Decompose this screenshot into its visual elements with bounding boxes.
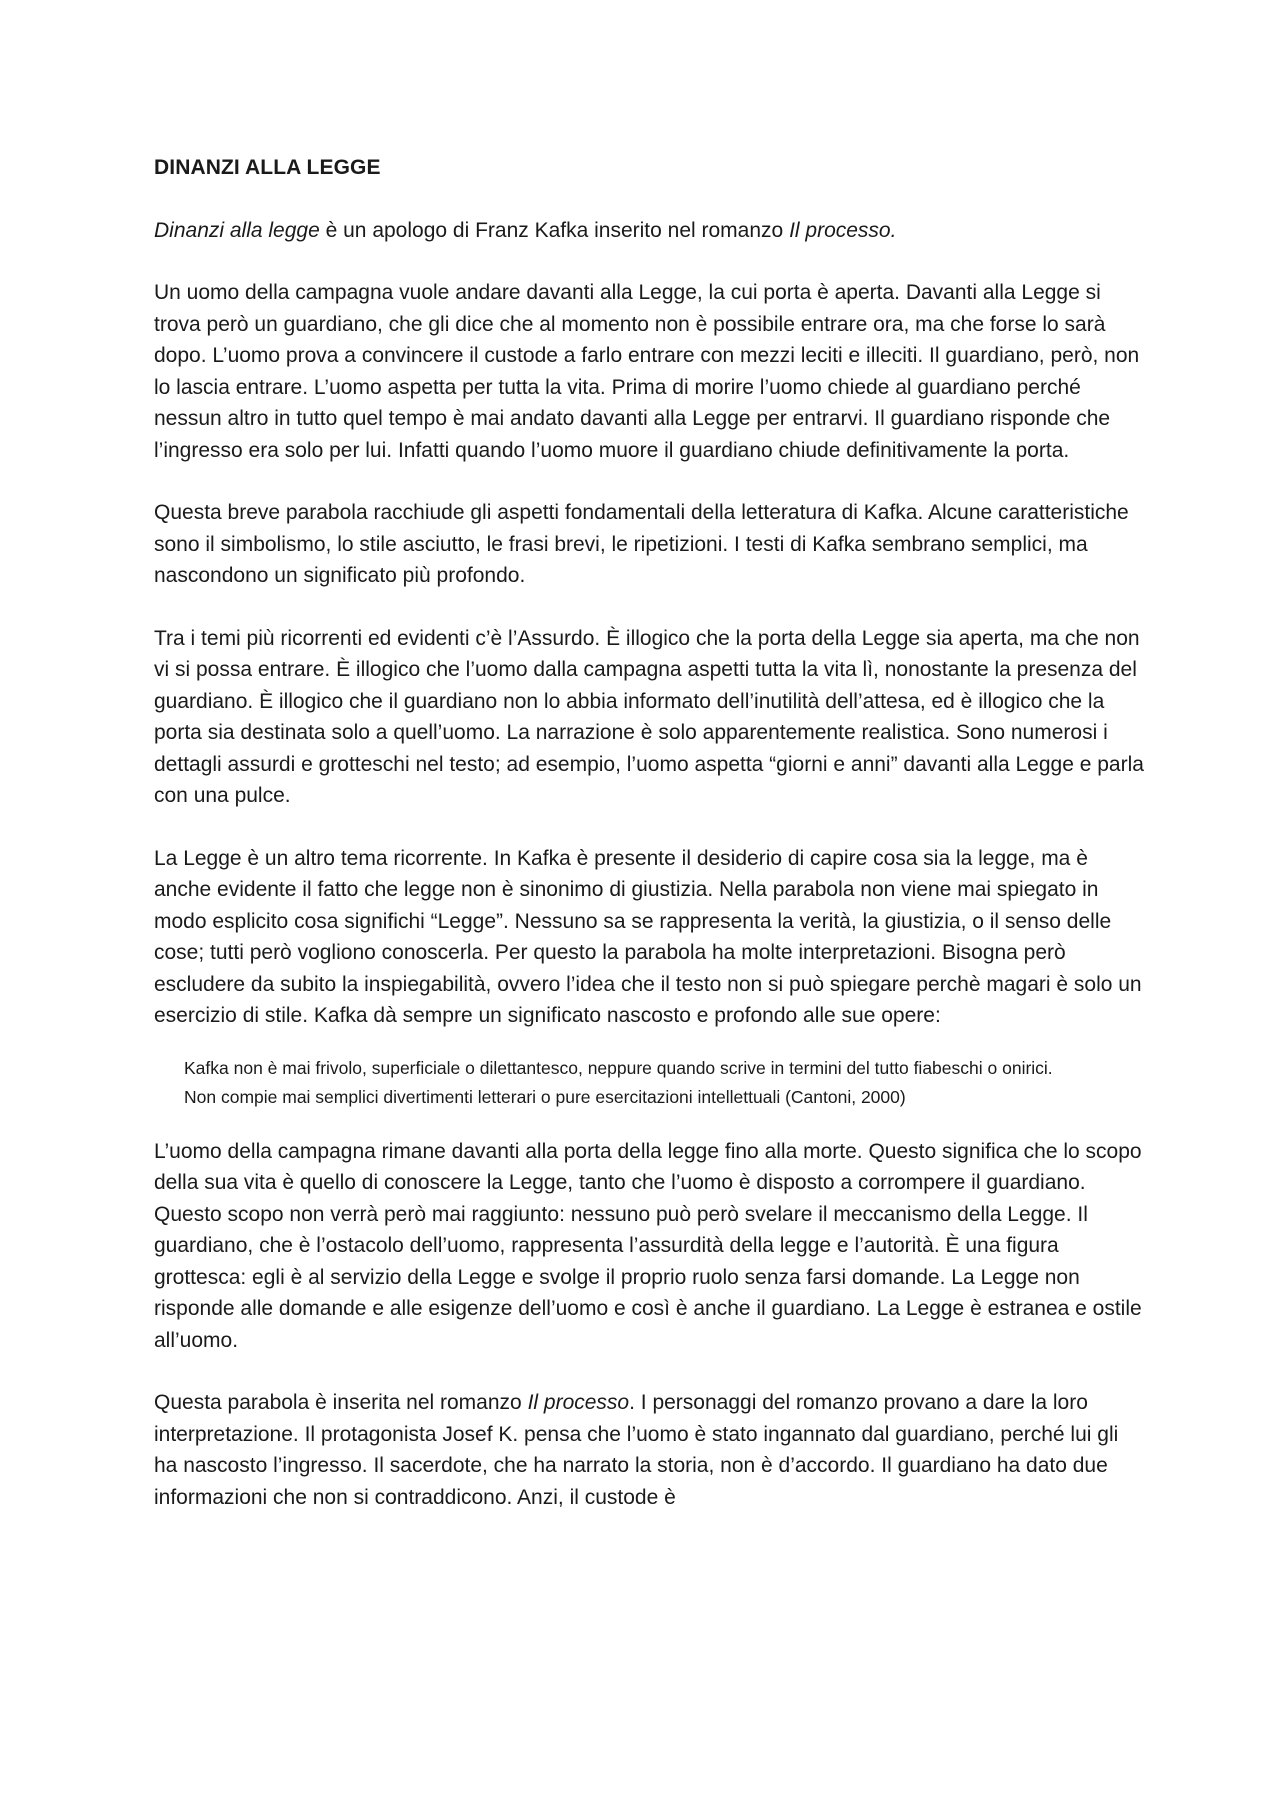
paragraph-summary: Un uomo della campagna vuole andare davanti alla Legge, la cui porta è aperta. Davanti alla Legge si trova però un guardiano, che gli dice che al momento non è possibile entrare ora, ma che forse lo sarà dopo. L’uomo prova a convincere il custode a farlo entrare con mezzi leciti e illeciti. Il guardiano, però, non lo lascia entrare. L’uomo aspetta per tutta la vita. Prima di morire l’uomo chiede al guardiano perché nessun altro in tutto quel tempo è mai andato davanti alla Legge per entrarvi. Il guardiano risponde che l’ingresso era solo per lui. Infatti quando l’uomo muore il guardiano chiude definitivamente la porta. — [154, 281, 1140, 462]
document-page — [154, 152, 1144, 1544]
paragraph-guardian: L’uomo della campagna rimane davanti alla porta della legge fino alla morte. Questo significa che lo scopo della sua vita è quello di conoscere la Legge, tanto che l’uomo è disposto a corrompere il guardiano. Questo scopo non verrà però mai raggiunto: nessuno può però svelare il meccanismo della Legge. Il guardiano, che è l’ostacolo dell’uomo, rappresenta l’assurdità della legge e l’autorità. È una figura grottesca: egli è al servizio della Legge e svolge il proprio ruolo senza farsi domande. La Legge non risponde alle domande e alle esigenze dell’uomo e così è anche il guardiano. La Legge è estranea e ostile all’uomo. — [154, 1139, 1142, 1352]
paragraph-absurd: Tra i temi più ricorrenti ed evidenti c’è l’Assurdo. È illogico che la porta della Legge sia aperta, ma che non vi si possa entrare. È illogico che l’uomo dalla campagna aspetti tutta la vita lì, nonostante la presenza del guardiano. È illogico che il guardiano non lo abbia informato dell’inutilità dell’attesa, ed è illogico che la porta sia destinata solo a quell’uomo. La narrazione è solo apparentemente realistica. Sono numerosi i dettagli assurdi e grotteschi nel testo; ad esempio, l’uomo aspetta “giorni e anni” davanti alla Legge e parla con una pulce. — [154, 626, 1144, 807]
intro-paragraph — [154, 215, 1144, 247]
paragraph-style: Questa breve parabola racchiude gli aspetti fondamentali della letteratura di Kafka. Alcune caratteristiche sono il simbolismo, lo stile asciutto, le frasi brevi, le ripetizioni. I testi di Kafka sembrano semplici, ma nascondono un significato più profondo. — [154, 501, 1129, 587]
paragraph-law: La Legge è un altro tema ricorrente. In Kafka è presente il desiderio di capire cosa sia la legge, ma è anche evidente il fatto che legge non è sinonimo di giustizia. Nella parabola non viene mai spiegato in modo esplicito cosa significhi “Legge”. Nessuno sa se rappresenta la verità, la giustizia, o il senso delle cose; tutti però vogliono conoscerla. Per questo la parabola ha molte interpretazioni. Bisogna però escludere da subito la inspiegabilità, ovvero l’idea che il testo non si può spiegare perchè magari è solo un esercizio di stile. Kafka dà sempre un significato nascosto e profondo alle sue opere: — [154, 846, 1142, 1027]
work-title-italic: Dinanzi alla legge — [154, 218, 320, 242]
novel-title-italic-2: Il processo — [527, 1391, 630, 1414]
block-quote: Kafka non è mai frivolo, superficiale o dilettantesco, neppure quando scrive in termini del tutto fiabeschi o onirici. Non compie mai semplici divertimenti letterari o pure esercitazioni intellettuali (Cantoni, 2000) — [184, 1057, 1053, 1107]
intro-text: è un apologo di Franz Kafka inserito nel romanzo — [319, 218, 790, 242]
novel-text-1: Questa parabola è inserita nel romanzo — [154, 1391, 528, 1414]
paragraph-novel — [154, 1387, 1144, 1513]
novel-text-2: . I personaggi del romanzo provano a dare la loro interpretazione. Il protagonista Josef K. pensa che l’uomo è stato ingannato dal guardiano, perché lui gli ha nascosto l’ingresso. Il sacerdote, che ha narrato la storia, non è d’accordo. Il guardiano ha dato due informazioni che non si contraddicono. Anzi, il custode è — [154, 1391, 1119, 1509]
document-title: DINANZI ALLA LEGGE — [154, 156, 381, 179]
novel-title-italic: Il processo. — [789, 218, 897, 242]
